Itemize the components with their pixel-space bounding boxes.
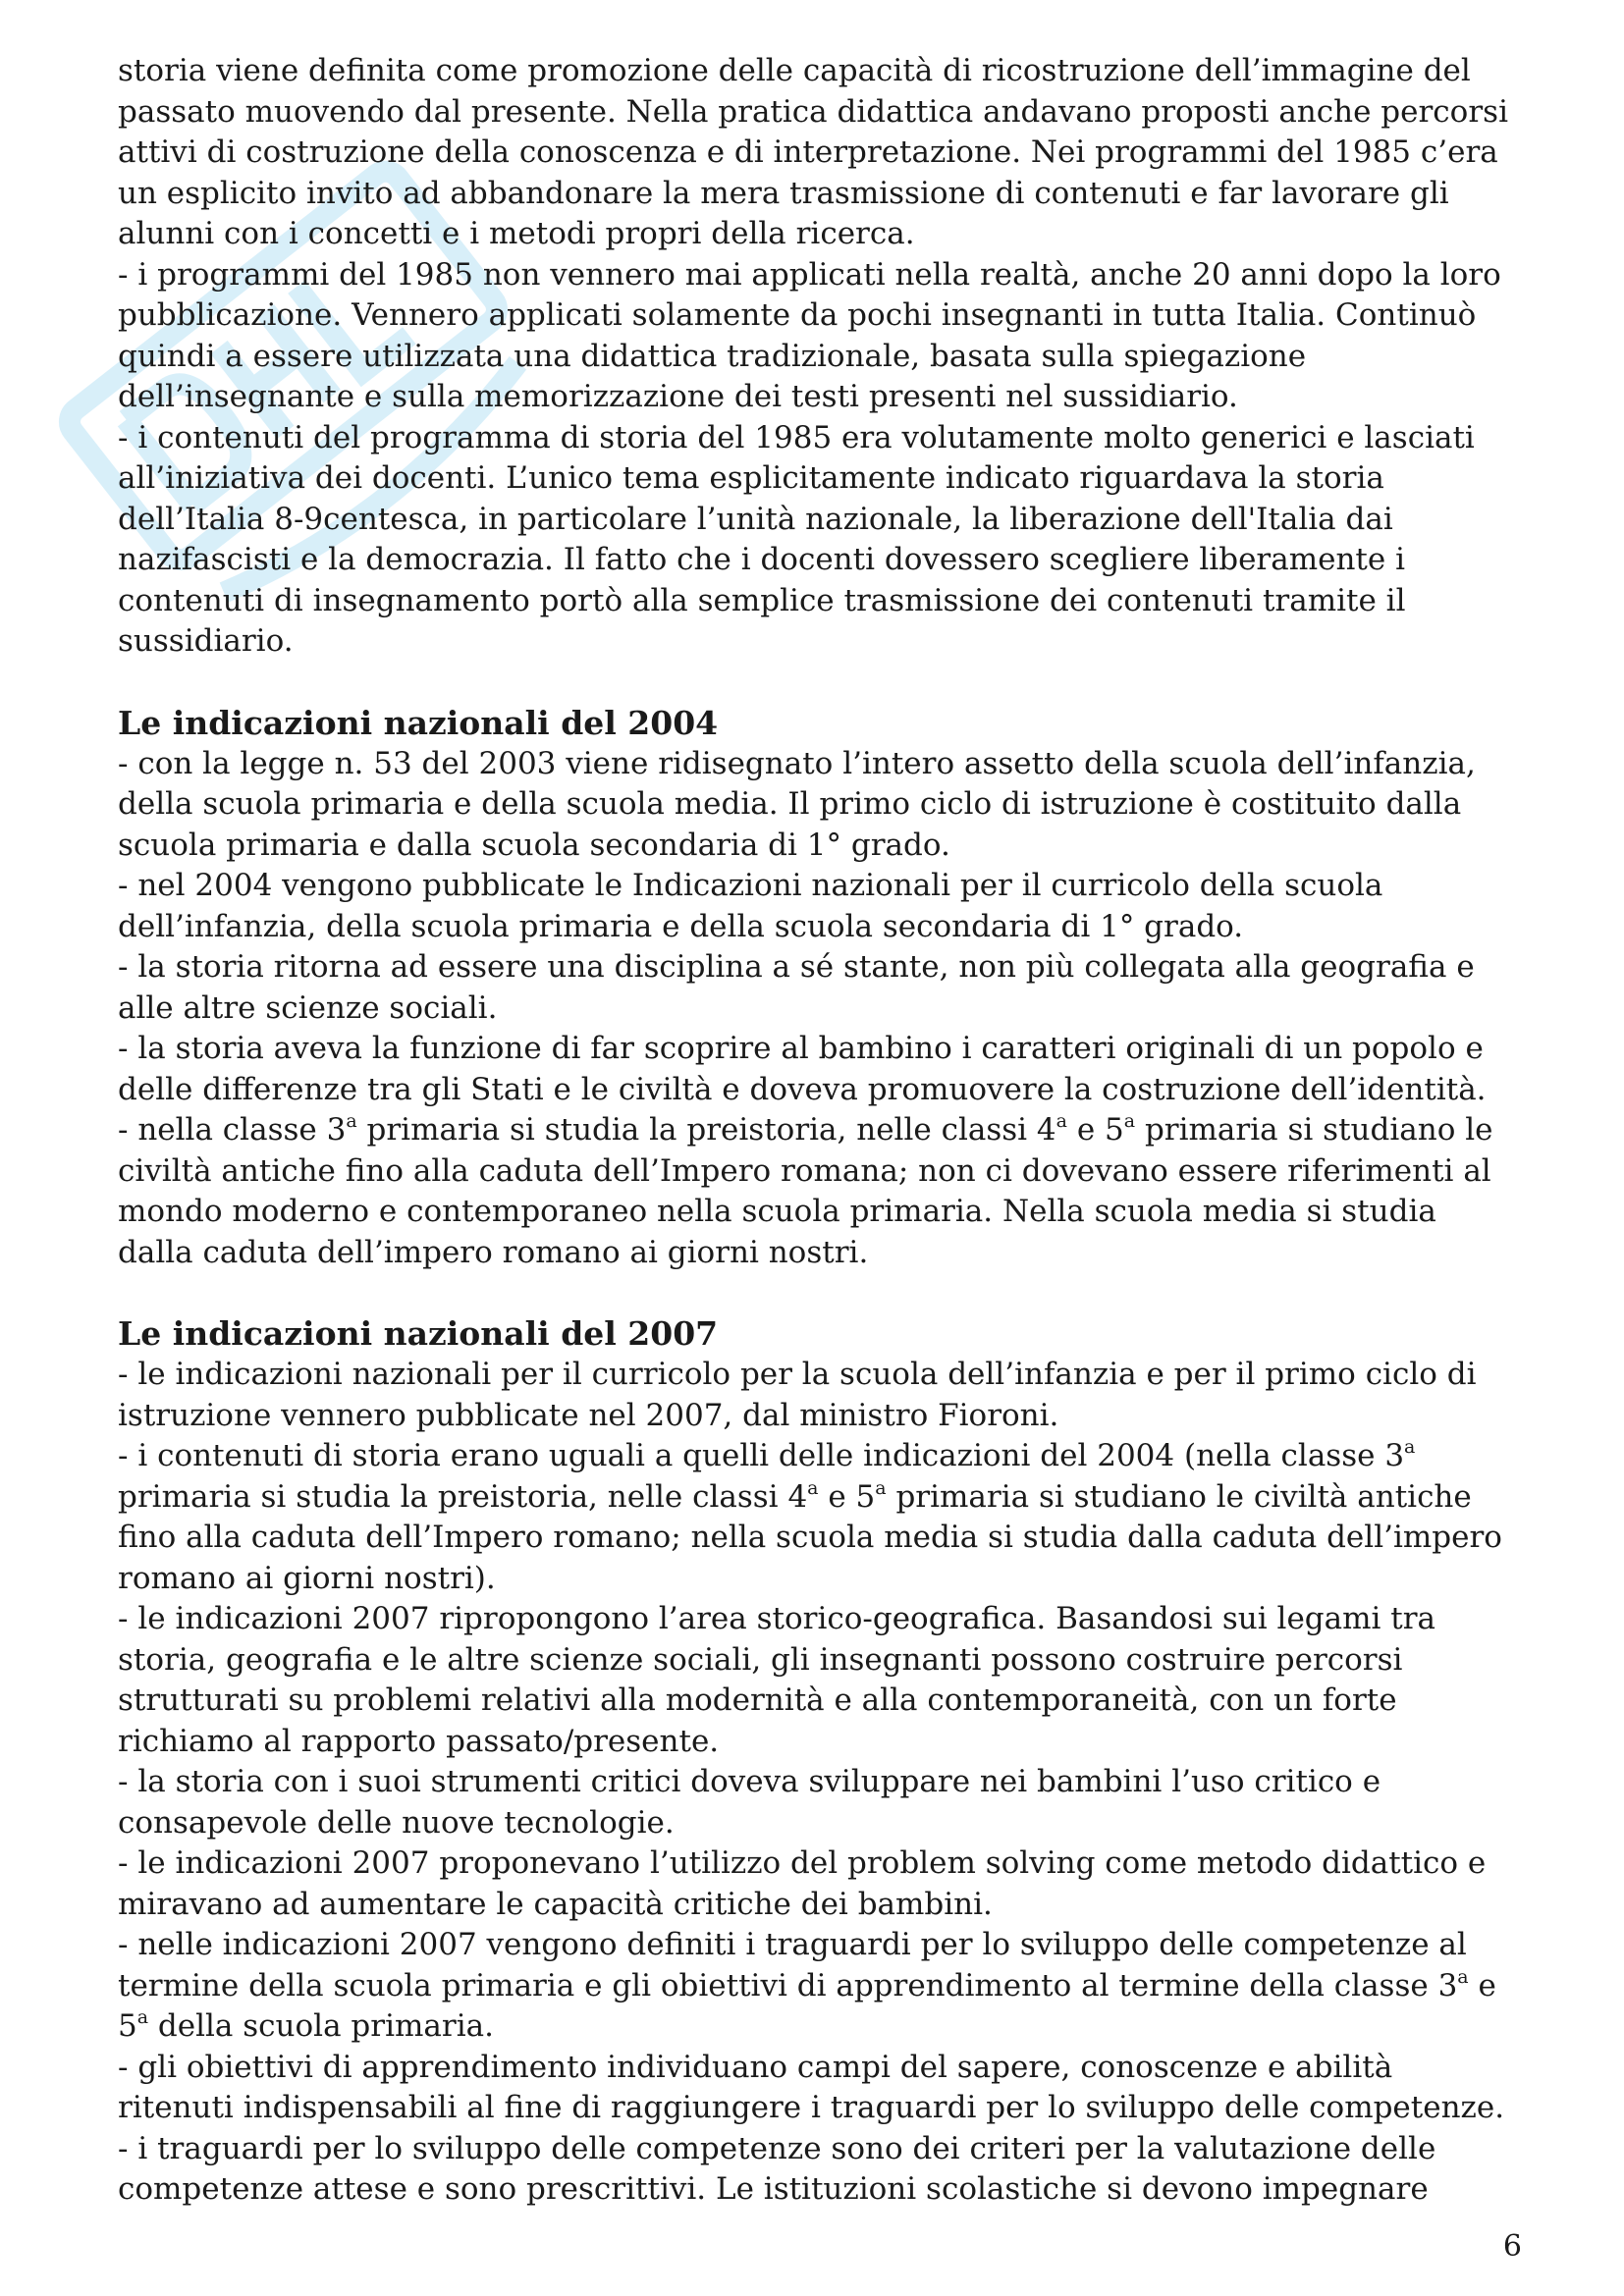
superscript: a [807, 1476, 819, 1499]
page-number: 6 [1502, 2229, 1522, 2264]
paragraph-2007-3: - le indicazioni 2007 ripropongono l’area storico-geografica. Basandosi sui legami tra storia, geografia e le altre scienze sociali, gli insegnanti possono costruire percorsi strutturati su problemi relativi alla modernità e alla contemporaneità, con un forte richiamo al rapporto passato/presente. [118, 1601, 1436, 1759]
superscript: a [1457, 1965, 1469, 1988]
superscript: a [1056, 1110, 1067, 1132]
paragraph-2007-5: - le indicazioni 2007 proponevano l’utilizzo del problem solving come metodo didattico e miravano ad aumentare le capacità critiche dei bambini. [118, 1845, 1487, 1922]
section-heading-2004: Le indicazioni nazionali del 2004 [118, 703, 719, 742]
text-run: - nelle indicazioni 2007 vengono definiti i traguardi per lo sviluppo delle competenze al termine della scuola primaria e gli obiettivi di apprendimento al termine della classe 3 [118, 1927, 1467, 2003]
paragraph-2004-1: - con la legge n. 53 del 2003 viene ridisegnato l’intero assetto della scuola dell’infanzia, della scuola primaria e della scuola media. Il primo ciclo di istruzione è costituito dalla scuola primaria e dalla scuola secondaria di 1° grado. [118, 745, 1476, 863]
text-run: della scuola primaria. [148, 2008, 494, 2044]
paragraph-2007-1: - le indicazioni nazionali per il curricolo per la scuola dell’infanzia e per il primo ciclo di istruzione vennero pubblicate nel 2007, dal ministro Fioroni. [118, 1357, 1477, 1433]
text-run: e 5 [1067, 1112, 1124, 1148]
document-page [118, 51, 1512, 2211]
intro-paragraph-1: storia viene definita come promozione delle capacità di ricostruzione dell’immagine del passato muovendo dal presente. Nella pratica didattica andavano proposti anche percorsi attivi di costruzione della conoscenza e di interpretazione. Nei programmi del 1985 c’era un esplicito invito ad abbandonare la mera trasmissione di contenuti e far lavorare gli alunni con i concetti e i metodi propri della ricerca. [118, 53, 1508, 251]
text-run: - i contenuti di storia erano uguali a quelli delle indicazioni del 2004 (nella classe 3 [118, 1438, 1405, 1473]
paragraph-2007-7: - gli obiettivi di apprendimento individuano campi del sapere, conoscenze e abilità ritenuti indispensabili al fine di raggiungere i traguardi per lo sviluppo delle competenze. [118, 2049, 1505, 2125]
superscript: a [875, 1476, 887, 1499]
paragraph-2004-2: - nel 2004 vengono pubblicate le Indicazioni nazionali per il curricolo della scuola dell’infanzia, della scuola primaria e della scuola secondaria di 1° grado. [118, 868, 1383, 944]
intro-paragraph-3: - i contenuti del programma di storia del 1985 era volutamente molto generici e lasciati all’iniziativa dei docenti. L’unico tema esplicitamente indicato riguardava la storia dell’Italia 8-9centesca, in particolare l’unità nazionale, la liberazione dell'Italia dai nazifascisti e la democrazia. Il fatto che i docenti dovessero scegliere liberamente i contenuti di insegnamento portò alla semplice trasmissione dei contenuti tramite il sussidiario. [118, 419, 1475, 659]
text-run: primaria si studia la preistoria, nelle classi 4 [118, 1478, 808, 1515]
paragraph-2007-6 [118, 1925, 1512, 2048]
section-heading-2007: Le indicazioni nazionali del 2007 [118, 1314, 719, 1353]
text-run: primaria si studiano le civiltà antiche fino alla caduta dell’Impero romano; nella scuola media si studia dalla caduta dell’impero romano ai giorni nostri). [118, 1478, 1502, 1596]
text-run: - nella classe 3 [118, 1112, 347, 1148]
paragraph-2004-5 [118, 1110, 1512, 1273]
paragraph-2007-4: - la storia con i suoi strumenti critici doveva sviluppare nei bambini l’uso critico e consapevole delle nuove tecnologie. [118, 1764, 1381, 1841]
superscript: a [346, 1110, 357, 1132]
superscript: a [1123, 1110, 1136, 1132]
text-run: e 5 [818, 1478, 876, 1515]
paragraph-2007-2 [118, 1436, 1512, 1599]
paragraph-2004-4: - la storia aveva la funzione di far scoprire al bambino i caratteri originali di un popolo e delle differenze tra gli Stati e le civiltà e doveva promuovere la costruzione dell’identità. [118, 1031, 1487, 1107]
superscript: a [1404, 1436, 1416, 1458]
paragraph-2004-3: - la storia ritorna ad essere una disciplina a sé stante, non più collegata alla geografia e alle altre scienze sociali. [118, 949, 1475, 1026]
text-run: primaria si studia la preistoria, nelle classi 4 [356, 1112, 1056, 1148]
superscript: a [136, 2006, 149, 2028]
text-run: primaria si studiano le civiltà antiche fino alla caduta dell’Impero romana; non ci dovevano essere riferimenti al mondo moderno e contemporaneo nella scuola primaria. Nella scuola media si studia dalla caduta dell’impero romano ai giorni nostri. [118, 1112, 1493, 1270]
text-run: e 5 [118, 1967, 1496, 2044]
paragraph-2007-8: - i traguardi per lo sviluppo delle competenze sono dei criteri per la valutazione delle competenze attese e sono prescrittivi. Le istituzioni scolastiche si devono impegnare [118, 2130, 1436, 2207]
intro-paragraph-2: - i programmi del 1985 non vennero mai applicati nella realtà, anche 20 anni dopo la loro pubblicazione. Vennero applicati solamente da pochi insegnanti in tutta Italia. Continuò quindi a essere utilizzata una didattica tradizionale, basata sulla spiegazione dell’insegnante e sulla memorizzazione dei testi presenti nel sussidiario. [118, 256, 1501, 414]
